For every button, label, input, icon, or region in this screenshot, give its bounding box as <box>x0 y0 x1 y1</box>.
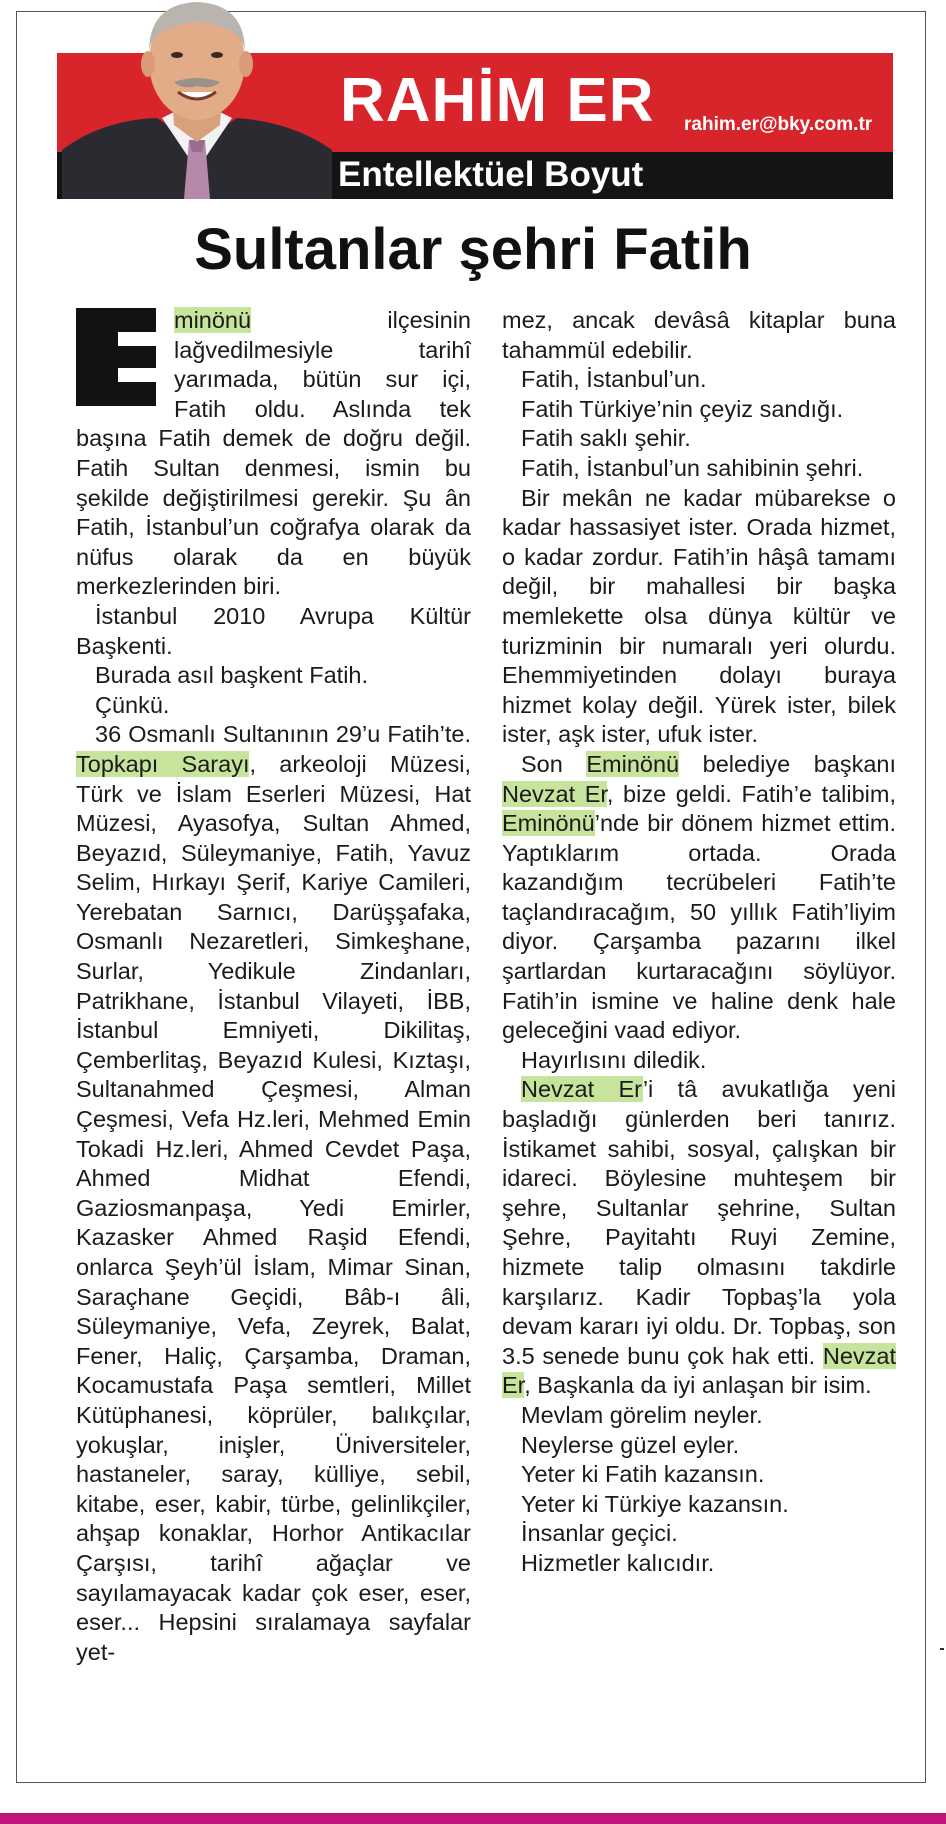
article-headline: Sultanlar şehri Fatih <box>194 217 752 282</box>
paragraph: Mevlam görelim neyler. <box>521 1401 763 1428</box>
paragraph: Bir mekân ne kadar mübarekse o kadar hassasiyet ister. Orada hizmet, o kadar zordur. Fatih’in hâşâ tamamı değil, bir mahallesi bir başka memlekette olsa dünya kültür ve turizminin bir numaralı yeri olurdu. Ehemmiyetinden dolayı buraya hizmet kolay değil. Yürek ister, bilek ister, aşk ister, ufuk ister. <box>502 484 896 748</box>
footer-color-bar <box>0 1813 946 1824</box>
paragraph <box>502 750 896 1046</box>
author-photo <box>62 0 332 199</box>
paragraph: Yeter ki Fatih kazansın. <box>521 1461 765 1488</box>
paragraph: Fatih, İstanbul’un. <box>521 366 707 393</box>
highlight-eminonu: minönü <box>174 307 252 333</box>
article-right-column <box>502 306 896 1579</box>
paragraph-text: , arkeoloji Müzesi, Türk ve İslam Eserleri Müzesi, Hat Müzesi, Ayasofya, Sultan Ahmed, Beyazıd, Süleymaniye, Fatih, Yavuz Selim, Hırkayı Şerif, Kariye Camileri, Yerebatan Sarnıcı, Darüşşafaka, Osmanlı Nezaretleri, Simkeşhane, Surlar, Yedikule Zindanları, Patrikhane, İstanbul Vilayeti, İBB, İstanbul Emniyeti, Dikilitaş, Çemberlitaş, Beyazıd Kulesi, Kıztaşı, Sultanahmed Çeşmesi, Alman Çeşmesi, Vefa Hz.leri, Mehmed Emin Tokadi Hz.leri, Ahmed Cevdet Paşa, Ahmed Midhat Efendi, Gaziosmanpaşa, Yedi Emirler, Kazasker Ahmed Raşid Efendi, onlarca Şeyh’ül İslam, Mimar Sinan, Saraçhane Geçidi, Bâb-ı âli, Süleymaniye, Vefa, Zeyrek, Balat, Fener, Haliç, Çarşamba, Draman, Kocamustafa Paşa semtleri, Millet Kütüphanesi, köprüler, balıkçılar, yokuşlar, inişler, Üniversiteler, hastaneler, saray, külliye, sebil, kitabe, eser, kabir, türbe, gelinlikçiler, ahşap konaklar, Horhor Antikacılar Çarşısı, tarihî ağaçlar ve sayılamayacak kadar çok eser, eser, eser... Hepsini sıralamaya sayfalar yet- <box>76 750 471 1665</box>
paragraph: Fatih saklı şehir. <box>521 425 691 452</box>
author-email: rahim.er@bky.com.tr <box>684 114 873 135</box>
paragraph-text: 36 Osmanlı Sultanının 29’u Fatih’te. <box>95 721 471 748</box>
paragraph: Yeter ki Türkiye kazansın. <box>521 1490 789 1517</box>
paragraph: Hizmetler kalıcıdır. <box>521 1549 715 1576</box>
highlight-nevzat-er: Nevzat Er <box>521 1076 643 1103</box>
paragraph-text: Son <box>521 750 587 777</box>
edge-mark <box>940 1648 944 1650</box>
article-left-column <box>76 306 471 1667</box>
author-name: RAHİM ER <box>340 66 655 135</box>
paragraph: Fatih, İstanbul’un sahibinin şehri. <box>521 454 864 481</box>
paragraph-text: ilçesinin lağvedilmesiyle tarihî yarımada, bütün sur içi, Fatih oldu. Aslında tek başına Fatih demek de doğru değil. Fatih Sultan denmesi, ismin bu şekilde değiştirilmesi gerekir. Şu ân Fatih, İstanbul’un coğrafya olarak da nüfus olarak da en büyük merkezlerinden biri. <box>76 307 471 600</box>
highlight-eminonu: Eminönü <box>502 810 595 837</box>
highlight-eminonu: Eminönü <box>586 750 680 777</box>
highlight-nevzat-er: Nevzat Er <box>502 1342 896 1399</box>
paragraph-text: ’i tâ avukatlığa yeni başladığı günlerden beri tanırız. İstikamet sahibi, sosyal, çalışkan bir idareci. Böylesine muhteşem bir şehre, Sultanlar şehrine, Sultan Şehre, Payitahtı Ruyi Zemine, hizmete talip olmasını takdirle karşılarız. Kadir Topbaş’la yola devam kararı iyi oldu. Dr. Topbaş, son 3.5 senede bunu çok hak etti. <box>502 1076 896 1369</box>
paragraph-text: belediye başkanı <box>679 750 896 777</box>
paragraph: mez, ancak devâsâ kitaplar buna tahammül edebilir. <box>502 307 896 363</box>
paragraph <box>76 306 471 602</box>
paragraph-text: , bize geldi. Fatih’e talibim, <box>606 780 897 807</box>
paragraph <box>76 720 471 1667</box>
column-name: Entellektüel Boyut <box>338 155 644 194</box>
paragraph: İnsanlar geçici. <box>521 1520 678 1547</box>
paragraph-text: , Başkanla da iyi anlaşan bir isim. <box>524 1372 872 1399</box>
dropcap-letter <box>76 308 156 406</box>
paragraph: Fatih Türkiye’nin çeyiz sandığı. <box>521 395 844 422</box>
paragraph: İstanbul 2010 Avrupa Kültür Başkenti. <box>76 602 471 659</box>
paragraph <box>502 1075 896 1401</box>
paragraph: Hayırlısını diledik. <box>521 1046 707 1073</box>
paragraph-text: ’nde bir dönem hizmet ettim. Yaptıklarım ortada. Orada kazandığım tecrübeleri Fatih’te taçlandıracağım, 50 yıllık Fatih’liyim diyor. Çarşamba pazarını ilkel şartlardan kurtaracağını söylüyor. Fatih’in ismine ve haline denk hale geleceğini vaad ediyor. <box>502 810 896 1044</box>
paragraph: Çünkü. <box>95 691 170 718</box>
highlight-nevzat-er: Nevzat Er <box>502 780 607 807</box>
highlight-topkapi: Topkapı Sarayı <box>76 750 250 777</box>
paragraph: Burada asıl başkent Fatih. <box>95 662 369 689</box>
paragraph: Neylerse güzel eyler. <box>521 1431 740 1458</box>
